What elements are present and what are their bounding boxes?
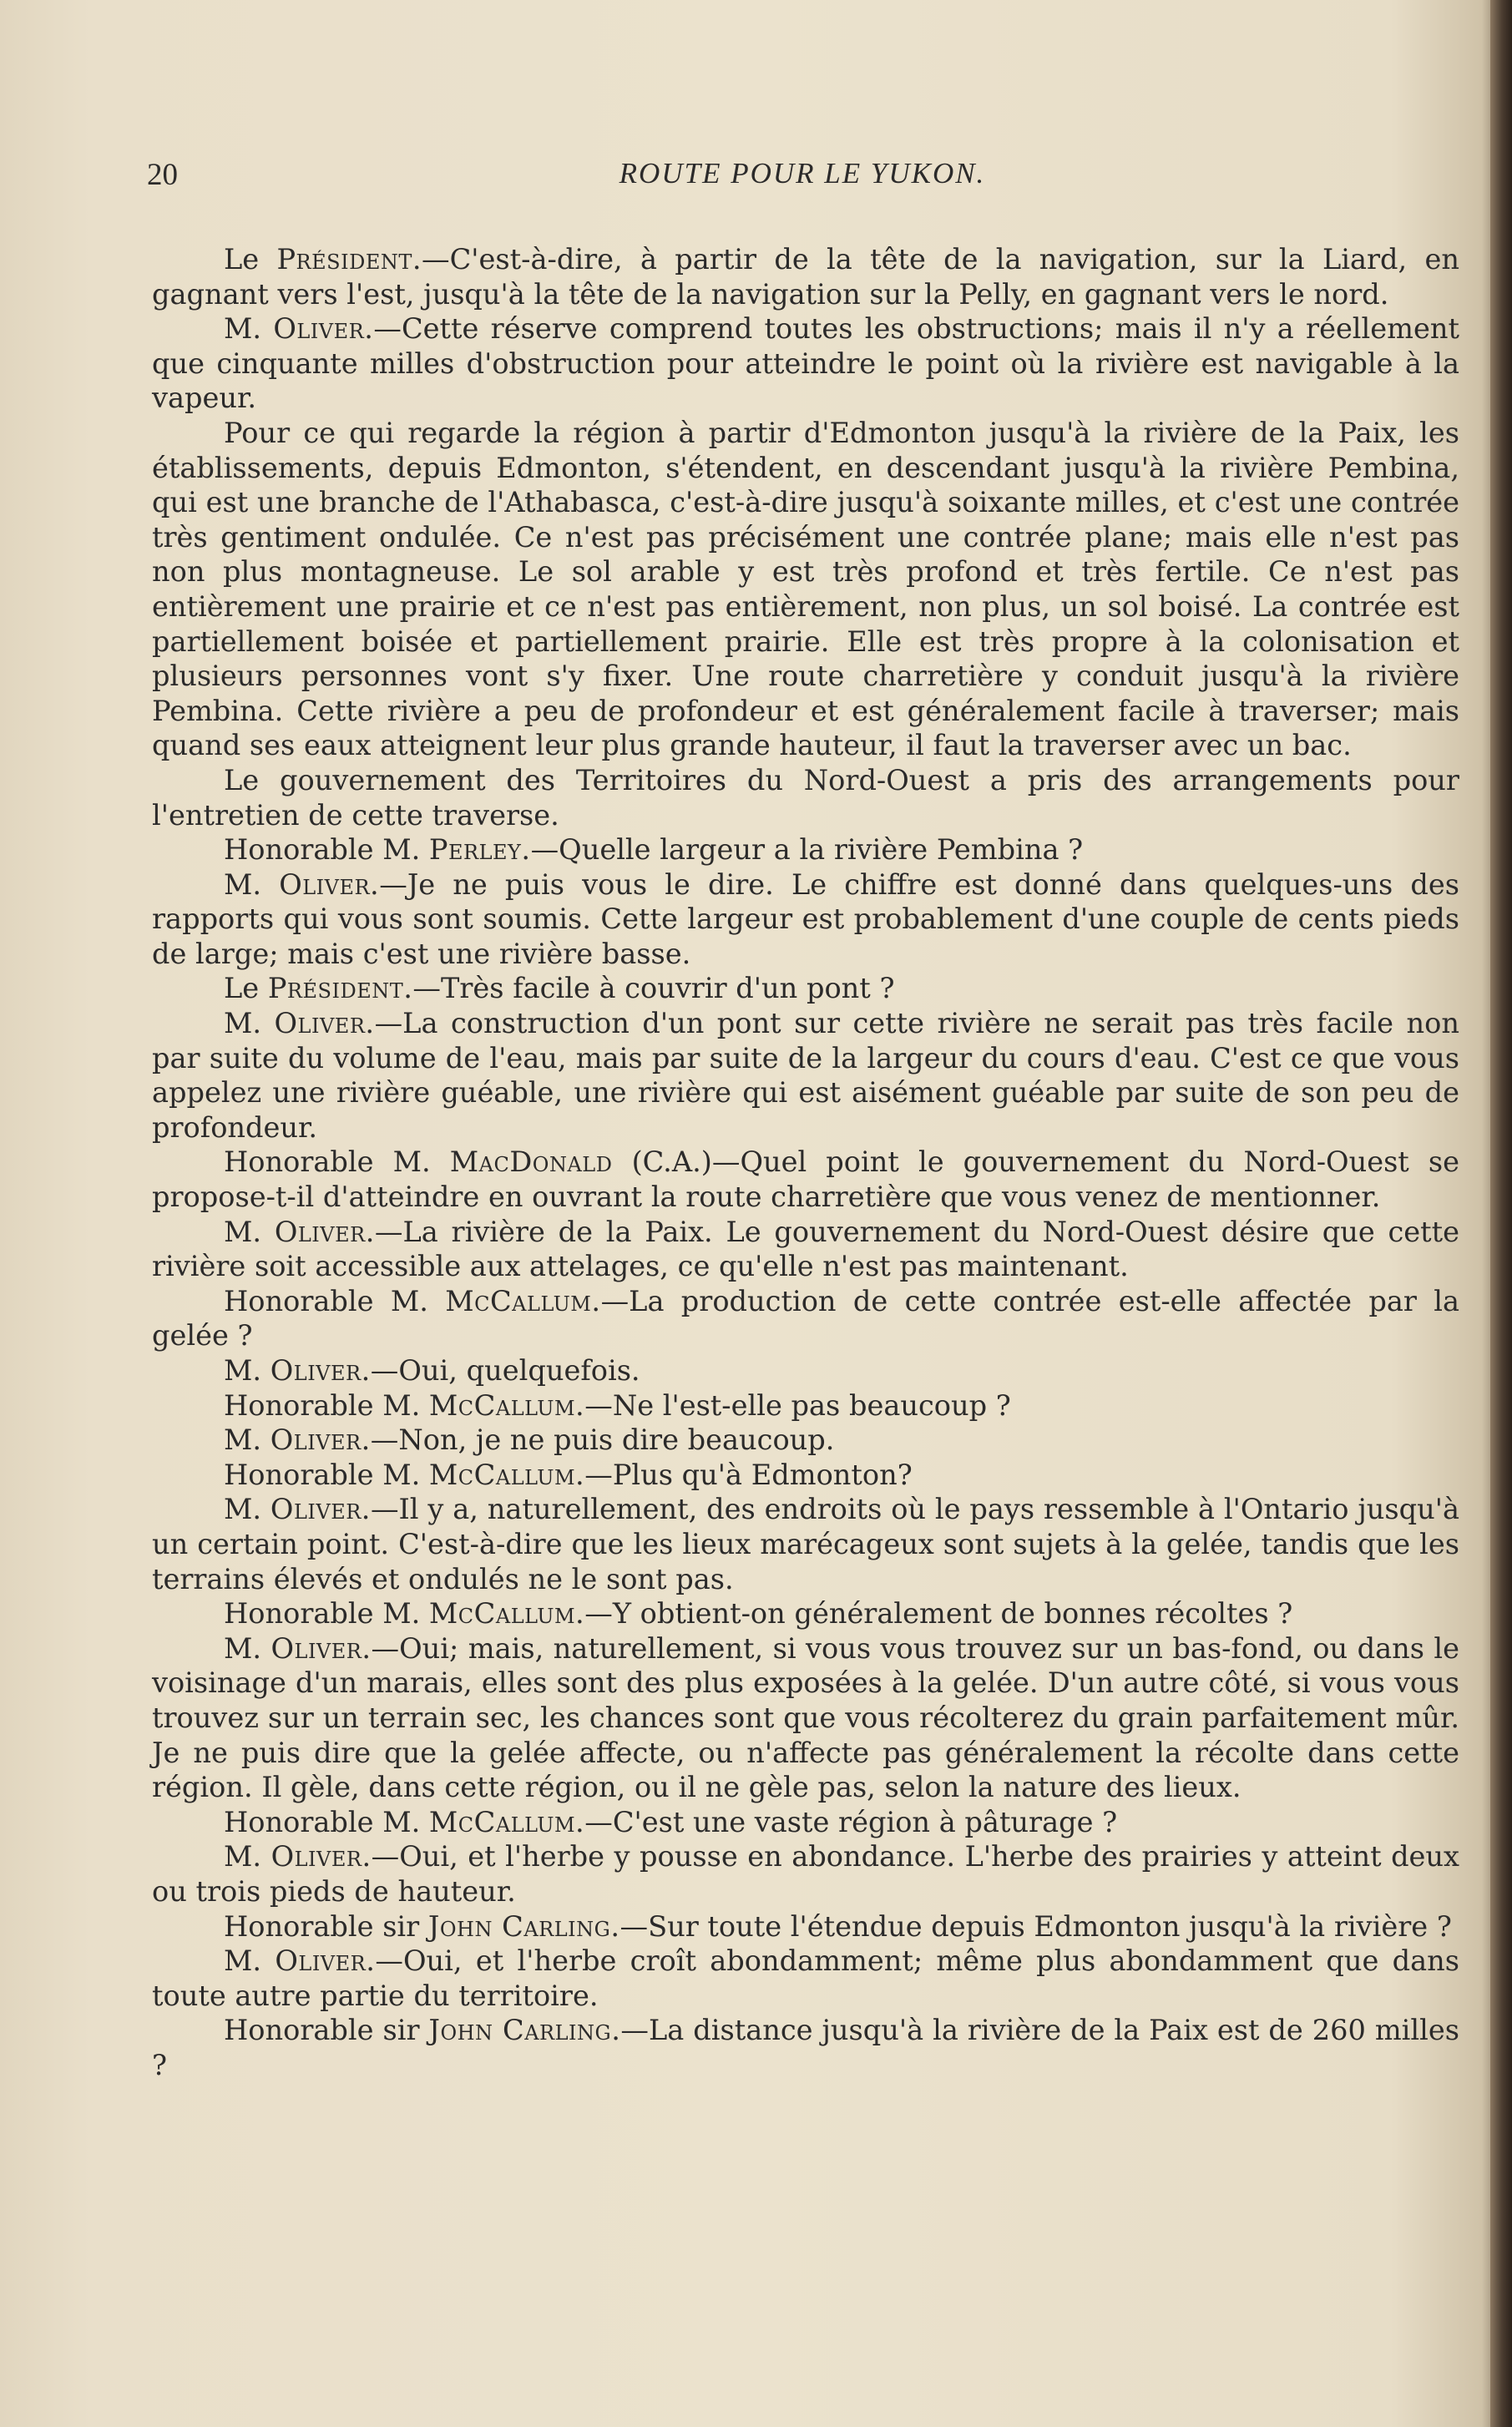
paragraph (152, 1944, 1459, 2013)
paragraph-text: —Quelle largeur a la rivière Pembina ? (530, 833, 1084, 867)
speaker-title: M. (224, 1007, 275, 1040)
paragraph-text: —Oui, quelquefois. (370, 1354, 640, 1387)
paragraph (152, 1006, 1459, 1145)
paragraph-text: —Plus qu'à Edmonton? (584, 1458, 913, 1491)
paragraph (152, 1145, 1459, 1214)
paragraph (152, 971, 1459, 1006)
speaker-title: Le (224, 972, 268, 1005)
body-text (152, 242, 1459, 2082)
speaker-title: Honorable M. (224, 1597, 429, 1631)
speaker-title: Honorable M. (224, 1284, 446, 1317)
speaker-name: McCallum. (428, 1388, 585, 1422)
paragraph (152, 832, 1459, 867)
speaker-title: M. (224, 1423, 271, 1457)
paragraph (152, 1388, 1459, 1423)
paragraph (152, 1909, 1459, 1944)
speaker-name: McCallum. (428, 1805, 585, 1838)
speaker-title: Honorable M. (224, 833, 429, 867)
speaker-name: Oliver. (279, 867, 380, 901)
page-number: 20 (147, 158, 178, 192)
paragraph-text: —La rivière de la Paix. Le gouvernement du Nord-Ouest désire que cette rivière soit accessible aux attelages, ce qu'elle n'est pas maintenant. (152, 1215, 1459, 1283)
paragraph-text: —Sur toute l'étendue depuis Edmonton jusqu'à la rivière ? (619, 1909, 1452, 1943)
speaker-title: M. (224, 1631, 271, 1665)
paragraph (152, 763, 1459, 832)
speaker-name: Perley. (428, 833, 531, 867)
speaker-title: Honorable M. (224, 1145, 450, 1179)
speaker-name: Président. (267, 972, 413, 1005)
paragraph (152, 311, 1459, 416)
paragraph-text: —Ne l'est-elle pas beaucoup ? (584, 1388, 1011, 1422)
paragraph-text: —Il y a, naturellement, des endroits où le pays ressemble à l'Ontario jusqu'à un certain point. C'est-à-dire que les lieux marécageux sont sujets à la gelée, tandis que les terrains élevés et ondulés ne le sont pas. (152, 1493, 1460, 1595)
speaker-name: Oliver. (274, 1215, 375, 1248)
speaker-title: Honorable sir (224, 1909, 428, 1943)
speaker-title: M. (224, 1354, 271, 1387)
paragraph-text: (C.A.)—Quel point le gouvernement du Nord-Ouest se propose-t-il d'atteindre en ouvrant la route charretière que vous venez de mentionner. (152, 1145, 1460, 1214)
paragraph (152, 1215, 1459, 1284)
speaker-name: McCallum. (428, 1597, 585, 1631)
speaker-name: MacDonald (449, 1145, 613, 1179)
speaker-name: Oliver. (271, 1631, 372, 1665)
speaker-title: M. (224, 867, 280, 901)
speaker-title: M. (224, 1215, 275, 1248)
paragraph-text: —La distance jusqu'à la rivière de la Paix est de 260 milles ? (152, 2014, 1459, 2081)
paragraph (152, 867, 1459, 972)
paragraph (152, 1492, 1459, 1596)
paragraph (152, 1631, 1459, 1805)
speaker-title: Honorable sir (224, 2014, 429, 2047)
paragraph-text: Le gouvernement des Territoires du Nord-Ouest a pris des arrangements pour l'entretien de cette traverse. (152, 763, 1459, 832)
paragraph (152, 1423, 1459, 1458)
paragraph-text: —Y obtient-on généralement de bonnes récoltes ? (584, 1597, 1293, 1631)
paragraph-text: —La production de cette contrée est-elle affectée par la gelée ? (152, 1284, 1459, 1353)
speaker-title: M. (224, 312, 274, 346)
paragraph-text: —Oui; mais, naturellement, si vous vous trouvez sur un bas-fond, ou dans le voisinage d'un marais, elles sont des plus exposées à la gelée. D'un autre côté, si vous vous trouvez sur un terrain sec, les chances sont que vous récolterez du grain parfaitement mûr. Je ne puis dire que la gelée affecte, ou n'affecte pas généralement la récolte dans cette région. Il gèle, dans cette région, ou il ne gèle pas, selon la nature des lieux. (152, 1631, 1459, 1804)
speaker-name: McCallum. (445, 1284, 601, 1317)
paragraph-text: —Oui, et l'herbe y pousse en abondance. L'herbe des prairies y atteint deux ou trois pieds de hauteur. (152, 1840, 1459, 1908)
paragraph (152, 1805, 1459, 1840)
speaker-title: M. (224, 1840, 271, 1873)
paragraph-text: —Cette réserve comprend toutes les obstructions; mais il n'y a réellement que cinquante milles d'obstruction pour atteindre le point où la rivière est navigable à la vapeur. (152, 312, 1459, 415)
book-spine-edge (1490, 0, 1512, 2427)
paragraph-text: —La construction d'un pont sur cette rivière ne serait pas très facile non par suite du volume de l'eau, mais par suite de la largeur du cours d'eau. C'est ce que vous appelez une rivière guéable, une rivière qui est aisément guéable par suite de son peu de profondeur. (152, 1007, 1459, 1144)
running-header (147, 157, 1458, 200)
speaker-name: Oliver. (271, 1840, 372, 1873)
speaker-name: Oliver. (275, 1944, 376, 1978)
speaker-title: Le (224, 243, 277, 276)
speaker-name: John Carling. (427, 1909, 620, 1943)
speaker-name: Oliver. (270, 1423, 371, 1457)
paragraph (152, 1353, 1459, 1388)
paragraph-text: —Je ne puis vous le dire. Le chiffre est donné dans quelques-uns des rapports qui vous sont soumis. Cette largeur est probablement d'une couple de cents pieds de large; mais c'est une rivière basse. (152, 867, 1459, 970)
speaker-title: Honorable M. (224, 1458, 429, 1491)
paragraph-text: —Très facile à couvrir d'un pont ? (412, 972, 895, 1005)
running-title: ROUTE POUR LE YUKON. (619, 157, 986, 190)
speaker-name: Oliver. (273, 312, 374, 346)
speaker-title: M. (224, 1493, 271, 1526)
speaker-name: Oliver. (270, 1354, 371, 1387)
paragraph-text: —C'est-à-dire, à partir de la tête de la navigation, sur la Liard, en gagnant vers l'est, jusqu'à la tête de la navigation sur la Pelly, en gagnant vers le nord. (152, 243, 1460, 311)
paragraph (152, 242, 1459, 311)
paragraph-text: —Non, je ne puis dire beaucoup. (370, 1423, 835, 1457)
paragraph (152, 1284, 1459, 1353)
speaker-name: Oliver. (270, 1493, 371, 1526)
speaker-title: Honorable M. (224, 1388, 429, 1422)
paragraph-text: —C'est une vaste région à pâturage ? (584, 1805, 1118, 1838)
speaker-title: M. (224, 1944, 276, 1978)
speaker-name: Oliver. (274, 1007, 375, 1040)
speaker-name: Président. (276, 243, 422, 276)
speaker-title: Honorable M. (224, 1805, 429, 1838)
speaker-name: McCallum. (428, 1458, 585, 1491)
speaker-name: John Carling. (428, 2014, 621, 2047)
paragraph (152, 2013, 1459, 2082)
paragraph (152, 1458, 1459, 1493)
paragraph (152, 1596, 1459, 1631)
paragraph (152, 416, 1459, 763)
paragraph-text: —Oui, et l'herbe croît abondamment; même plus abondamment que dans toute autre partie du territoire. (152, 1944, 1460, 2012)
paragraph (152, 1839, 1459, 1909)
paragraph-text: Pour ce qui regarde la région à partir d'Edmonton jusqu'à la rivière de la Paix, les établissements, depuis Edmonton, s'étendent, en descendant jusqu'à la rivière Pembina, qui est une branche de l'Athabasca, c'est-à-dire jusqu'à soixante milles, et c'est une contrée très gentiment ondulée. Ce n'est pas précisément une contrée plane; mais elle n'est pas non plus montagneuse. Le sol arable y est très profond et très fertile. Ce n'est pas entièrement une prairie et ce n'est pas entièrement, non plus, un sol boisé. La contrée est partiellement boisée et partiellement prairie. Elle est très propre à la colonisation et plusieurs personnes vont s'y fixer. Une route charretière y conduit jusqu'à la rivière Pembina. Cette rivière a peu de profondeur et est généralement facile à traverser; mais quand ses eaux atteignent leur plus grande hauteur, il faut la traverser avec un bac. (152, 416, 1459, 762)
